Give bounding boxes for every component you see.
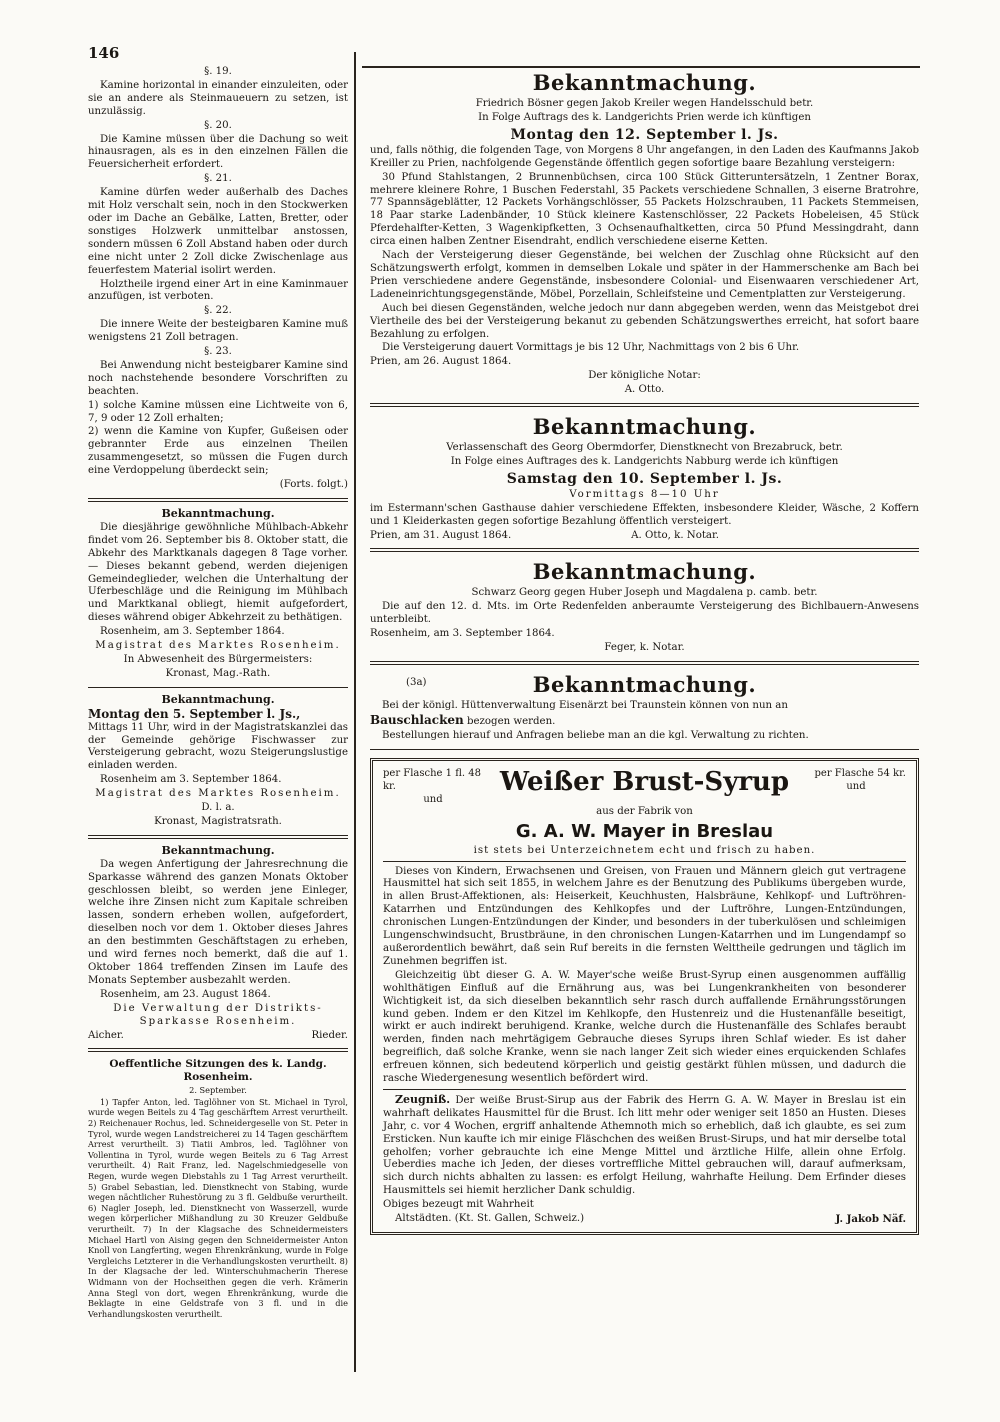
section-20-heading: §. 20.: [204, 119, 232, 131]
separator: [88, 1048, 348, 1052]
notice-5-number: (3a): [406, 677, 427, 688]
notice-3-text: Da wegen Anfertigung der Jahresrechnung die Sparkasse während des ganzen Monats Oktober geschlossen bleibt, so werden jene Einleger, welche ihre Zinsen nicht zum Kapitale schreiben lassen, sondern erheben wollen, aufgefordert, dieselben noch vor dem 1. Oktober dieses Jahres an den bestimmten Geschäftstagen zu erheben, und wird fernes noch bemerkt, daß die auf 1. Oktober 1864 treffenden Zinsen im Laufe des Monats September ausbezahlt werden.: [88, 858, 348, 986]
notice-3-title: Bekanntmachung.: [161, 843, 275, 857]
separator: [370, 749, 919, 750]
separator: [370, 548, 919, 552]
notice-1-title: Bekanntmachung.: [161, 507, 275, 520]
notice-4-title: Bekanntmachung.: [532, 559, 757, 585]
separator: [88, 687, 348, 688]
price-left: [383, 767, 483, 806]
notice-2-signature-3: Kronast, Magistratsrath.: [154, 815, 282, 827]
notice-1-signature-1: Magistrat des Marktes Rosenheim.: [95, 640, 341, 652]
notice-4-case: Schwarz Georg gegen Huber Joseph und Magdalena p. camb. betr.: [471, 587, 818, 599]
auction-2-date-head: Samstag den 10. September l. Js.: [506, 470, 783, 487]
auction-2-date: Prien, am 31. August 1864.: [370, 529, 512, 541]
section-23-text: Bei Anwendung nicht besteigbarer Kamine sind noch nachstehende besondere Vorschriften zu beachten.: [88, 359, 348, 397]
section-23-item-1: 1) solche Kamine müssen eine Lichtweite von 6, 7, 9 oder 12 Zoll erhalten;: [88, 399, 348, 424]
auction-2-signature: A. Otto, k. Notar.: [631, 529, 719, 541]
notice-2-date: Rosenheim am 3. September 1864.: [100, 774, 282, 786]
notice-4-text: Die auf den 12. d. Mts. im Orte Redenfelden anberaumte Versteigerung des Bichlbauern-Anwesens unterbleibt.: [370, 601, 919, 626]
column-divider: [354, 52, 356, 1372]
notice-4-date: Rosenheim, am 3. September 1864.: [370, 628, 555, 640]
ad-title: Weißer Brust-Syrup: [499, 766, 790, 797]
page-number: 146: [88, 44, 120, 62]
court-sessions-text: 1) Tapfer Anton, led. Taglöhner von St. Michael in Tyrol, wurde wegen Beitels zu 4 Tag geschärftem Arrest verurtheilt. 2) Reichenauer Rochus, led. Schneidergeselle von St. Peter in Tyrol, wurde wegen Landstreicherei zu 14 Tagen geschärftem Arrest verurtheilt. 3) Tiatii Ambros, led. Taglöhner von Vollentina in Tyrol, wurde wegen Beitels zu 6 Tag Arrest verurtheilt. 4) Rait Franz, led. Nagelschmiedgeselle von Regen, wurde wegen Diebstahls zu 1 Tag Arrest verurtheilt. 5) Grabel Sebastian, led. Dienstknecht von Stabing, wurde wegen nächtlicher Ruhestörung zu 3 fl. Geldbuße verurtheilt. 6) Nagler Joseph, led. Dienstknecht von Wasserzell, wurde wegen körperlicher Mißhandlung zu 30 Kreuzer Geldbuße verurtheilt. 7) In der Klagsache des Schneidermeisters Michael Hartl von Aising gegen den Schneidermeister Anton Knoll von Langferting, wegen Ehrenkränkung, wurde in Folge Vergleichs Letzterer in die Verhandlungskosten verurtheilt. 8) In der Klagsache der led. Winterschuhmacherin Therese Widmann von der Hochseithen gegen die verh. Krämerin Anna Stegl von dort, wegen Ehrenkränkung, wurde die Beklagte in eine Geldstrafe von 3 fl. und in die Verhandlungskosten verurtheilt.: [88, 1096, 348, 1319]
notice-5-text-2: Bauschlacken bezogen werden.: [370, 712, 556, 727]
auction-1-item-list: 30 Pfund Stahlstangen, 2 Brunnenbüchsen, circa 100 Stück Gitteruntersätzeln, 1 Zentner Borax, mehrere kleinere Rohre, 1 Buschen Federstahl, 35 Packets verschiedene Schnallen, 3 eiserne Bratrohre, 77 Spannsägeblätter, 12 Packets Vorhängschlösser, 55 Packets Holzschrauben, 11 Packets Stemmeisen, 18 Paar starke Ladenbänder, 10 Stück kleinere Kastenschlösser, 22 Packets Hobeleisen, 45 Stück Pferdehalfter-Ketten, 3 Wagenkipfketten, 3 Ochsenaufhaltketten, circa 50 Pfund Messingdraht, dann circa einen halben Zentner Eisendraht, endlich verschiedene eiserne Ketten.: [370, 171, 919, 248]
testimonial-place: Altstädten. (Kt. St. Gallen, Schweiz.): [395, 1213, 585, 1225]
notice-2-title: Bekanntmachung.: [161, 692, 275, 706]
court-sessions-title: Oeffentliche Sitzungen des k. Landg. Rosenheim.: [109, 1058, 327, 1084]
auction-1-case: Friedrich Bösner gegen Jakob Kreiler wegen Handelsschuld betr.: [475, 98, 814, 109]
ad-availability: ist stets bei Unterzeichnetem echt und frisch zu haben.: [473, 844, 816, 856]
signature-rieder: Rieder.: [311, 1029, 348, 1041]
auction-2-text: im Estermann'schen Gasthause dahier verschiedene Effekten, insbesondere Kleider, Wäsche, 2 Koffern und 1 Kleiderkasten gegen sofortige Bezahlung öffentlich versteigert.: [370, 502, 919, 527]
auction-1-signature-2: A. Otto.: [624, 384, 665, 396]
right-column: [370, 68, 919, 1235]
notice-5-text-3: Bestellungen hierauf und Anfragen beliebe man an die kgl. Verwaltung zu richten.: [382, 729, 809, 741]
ad-header: [383, 767, 906, 806]
notice-2-signature-2: D. l. a.: [201, 802, 235, 814]
auction-2-time: Vormittags 8—10 Uhr: [569, 488, 720, 500]
notice-3-signatures: [88, 1030, 348, 1043]
ad-maker: G. A. W. Mayer in Breslau: [515, 820, 774, 842]
testimonial-text: Der weiße Brust-Sirup aus der Fabrik des Herrn G. A. W. Mayer in Breslau ist ein wahrhaft delikates Hausmittel für die Brust. Ich litt mehr oder weniger seit 1850 an Husten. Dieses Jahr, c. vor 4 Wochen, ergriff anhaltende Athemnoth mich so erheblich, daß ich glaubte, es sei zum Ersticken. Nun kaufte ich mir einige Fläschchen des weißen Brust-Sirups, und hat mir derselbe total geholfen; vorher gebrauchte ich eine Menge Mittel und ärztliche Hilfe, allein ohne Erfolg. Ueberdies mache ich Jeden, der dieses vortreffliche Mittel gebrauchen will, darauf aufmerksam, sich durch nichts abhalten zu lassen: es erfolgt Heilung, wahrhafte Heilung. Dem Erfinder dieses Hausmittels sei hiemit herzlicher Dank schuldig.: [383, 1094, 906, 1197]
separator: [370, 661, 919, 665]
notice-4-signature: Feger, k. Notar.: [604, 642, 685, 654]
left-column: [88, 66, 348, 1320]
section-21-text: Kamine dürfen weder außerhalb des Daches mit Holz verschalt sein, noch in den Stockwerken oder im Dache an Gebälke, Latten, Bretter, oder sonstiges Holzwerk unmittelbar anstossen, sondern müssen 6 Zoll Abstand haben oder durch eine nicht unter 2 Zoll dicke Zwischenlage aus feuerfestem Material isolirt werden.: [88, 187, 348, 276]
syrup-advertisement: [370, 758, 919, 1235]
auction-1-text: und, falls nöthig, die folgenden Tage, von Morgens 8 Uhr angefangen, in den Laden des Kaufmanns Jakob Kreiller zu Prien, nachfolgende Gegenstände öffentlich gegen sofortige baare Bezahlung versteigern:: [370, 144, 919, 169]
section-21-heading: §. 21.: [204, 173, 232, 185]
separator: [88, 498, 348, 502]
notice-5-bold-term: Bauschlacken: [370, 712, 464, 727]
section-23-item-2: 2) wenn die Kamine von Kupfer, Gußeisen oder gebrannter Erde aus einzelnen Theilen zusammengesetzt, so müssen die Fugen durch eine Verdoppelung überdeckt sein;: [88, 426, 348, 477]
auction-1-intro: In Folge Auftrags des k. Landgerichts Prien werde ich künftigen: [478, 111, 811, 123]
separator: [88, 835, 348, 839]
section-21-text-2: Holztheile irgend einer Art in eine Kaminmauer anzufügen, ist verboten.: [88, 278, 348, 303]
section-19-heading: §. 19.: [204, 66, 232, 77]
auction-2-title: Bekanntmachung.: [532, 414, 757, 440]
testimonial-signer: J. Jakob Näf.: [835, 1213, 906, 1226]
notice-2-text: Mittags 11 Uhr, wird in der Magistratskanzlei das der Gemeinde gehörige Fischwasser zur Versteigerung gebracht, wozu Steigerungslustige einladen werden.: [88, 721, 348, 772]
section-23-heading: §. 23.: [204, 346, 232, 358]
auction-2-intro: In Folge eines Auftrages des k. Landgerichts Nabburg werde ich künftigen: [450, 455, 839, 467]
testimonial-close: Obiges bezeugt mit Wahrheit: [383, 1199, 534, 1211]
auction-1-date: Prien, am 26. August 1864.: [370, 356, 512, 368]
section-19-text: Kamine horizontal in einander einzuleiten, oder sie an andere als Steinmaueuern zu setzen, ist unzulässig.: [88, 79, 348, 117]
testimonial-heading: Zeugniß.: [395, 1092, 451, 1106]
notice-5-title: Bekanntmachung.: [532, 672, 757, 697]
auction-2-footer: [370, 530, 919, 543]
section-22-text: Die innere Weite der besteigbaren Kamine muß wenigstens 21 Zoll betragen.: [88, 319, 348, 344]
auction-1-signature-1: Der königliche Notar:: [588, 370, 701, 382]
auction-1-date-head: Montag den 12. September l. Js.: [510, 126, 779, 143]
separator: [370, 403, 919, 407]
auction-1-text-4: Die Versteigerung dauert Vormittags je bis 12 Uhr, Nachmittags von 2 bis 6 Uhr.: [382, 342, 800, 354]
price-right-and: und: [846, 780, 866, 792]
price-right: [806, 767, 906, 793]
notice-1-signature-3: Kronast, Mag.-Rath.: [165, 667, 271, 679]
auction-1-text-3: Auch bei diesen Gegenständen, welche jedoch nur dann abgegeben werden, wenn das Meistgebot drei Viertheile des bei der Versteigerung bekanut zu gebenden Schätzungswerthes erreicht, hat sofort baare Bezahlung zu erfolgen.: [370, 302, 919, 340]
continuation-note: (Forts. folgt.): [279, 479, 348, 491]
testimonial-signature: [383, 1213, 906, 1226]
court-sessions-date: 2. September.: [189, 1085, 247, 1096]
price-right-amount: per Flasche 54 kr.: [814, 767, 906, 779]
notice-5-text-1: Bei der königl. Hüttenverwaltung Eisenärzt bei Traunstein können von nun an: [382, 700, 788, 711]
separator: [383, 1089, 906, 1090]
section-20-text: Die Kamine müssen über die Dachung so weit hinausragen, als es in den einzelnen Fällen die Feuersicherheit erfordert.: [88, 133, 348, 171]
separator: [383, 861, 906, 862]
notice-5-header: [370, 671, 919, 699]
notice-2-signature-1: Magistrat des Marktes Rosenheim.: [95, 788, 341, 800]
ad-from: aus der Fabrik von: [596, 805, 693, 817]
section-22-heading: §. 22.: [204, 305, 232, 317]
auction-1-title: Bekanntmachung.: [532, 70, 757, 95]
notice-1-signature-2: In Abwesenheit des Bürgermeisters:: [123, 653, 313, 665]
notice-1-date: Rosenheim, am 3. September 1864.: [100, 626, 285, 638]
signature-aicher: Aicher.: [88, 1029, 124, 1041]
ad-text-2: Gleichzeitig übt dieser G. A. W. Mayer'sche weiße Brust-Syrup einen ausgenommen auffällig wohlthätigen Einfluß auf die Ernährung aus, was bei Lungenkrankheiten von besonderer Wichtigkeit ist, da sich dieselben bekanntlich sehr rasch durch auffallende Ernährungsstörungen kund geben. Indem er den Kitzel im Kehlkopfe, den Hustenreiz und die Hustenanfälle beseitigt, wirkt er auch indirekt beruhigend. Kranke, welche durch die Hustenanfälle des Schlafes beraubt werden, finden nach mehrtägigem Gebrauche dieses Syrups ihren Schlaf wieder. Es ist daher begreiflich, daß solche Kranke, wenn sie nach langer Zeit sich wieder eines erquickenden Schlafes erfreuen können, sich bedeutend körperlich und geistig gestärkt fühlen müssen, und dadurch die rasche Wiedergenesung wesentlich befördert wird.: [383, 969, 906, 1085]
ad-text-1: Dieses von Kindern, Erwachsenen und Greisen, von Frauen und Männern gleich gut vertragene Hausmittel hat sich seit 1855, in welchem Jahre es der Benutzung des Publikums übergeben wurde, in allen Brust-Affektionen, als: Heiserkeit, Keuchhusten, Halsbräune, Kehlkopf- und Luftröhren-Katarrhen und Entzündungen des Kehlkopfes und der Luftröhre, Lungen-Entzündungen, chronischen Lungen-Entzündungen der Kinder, und besonders in der tuberkulösen und schleimigen Lungenschwindsucht, Brustbräune, in den chronischen Lungen-Katarrhen und im Lungendampf so außerordentlich bewährt, daß sein Ruf bereits in die fernsten Welttheile gedrungen und täglich im Zunehmen begriffen ist.: [383, 865, 906, 967]
notice-3-date: Rosenheim, am 23. August 1864.: [100, 988, 271, 1000]
price-left-and: und: [423, 793, 443, 805]
notice-2-date-head: Montag den 5. September l. Js.,: [88, 706, 301, 721]
notice-3-signature-1: Die Verwaltung der Distrikts-Sparkasse Rosenheim.: [113, 1002, 323, 1027]
notice-1-text: Die diesjährige gewöhnliche Mühlbach-Abkehr findet vom 26. September bis 8. Oktober statt, die Abkehr des Marktkanals dagegen 8 Tage vorher. — Dieses bekannt gebend, werden diejenigen Gemeindeglieder, welchen die Unterhaltung der Uferbeschläge und die Reinigung im Mühlbach und Marktkanal obliegt, hiemit aufgefordert, dieses während obiger Abkehrzeit zu bethätigen.: [88, 521, 348, 624]
price-left-amount: per Flasche 1 fl. 48 kr.: [383, 767, 481, 792]
auction-2-case: Verlassenschaft des Georg Obermdorfer, Dienstknecht von Brezabruck, betr.: [446, 442, 843, 454]
auction-1-text-2: Nach der Versteigerung dieser Gegenstände, bei welchen der Zuschlag ohne Rücksicht auf den Schätzungswerth erfolgt, kommen in demselben Lokale und später in der Hammerschenke am Bach bei Prien verschiedene andere Gegenstände, insbesondere Colonial- und Eisenwaaren verschiedener Art, Ladeneinrichtungsgegenstände, Möbel, Porzellain, Schleifsteine und Cementplatten zur Versteigerung.: [370, 250, 919, 300]
